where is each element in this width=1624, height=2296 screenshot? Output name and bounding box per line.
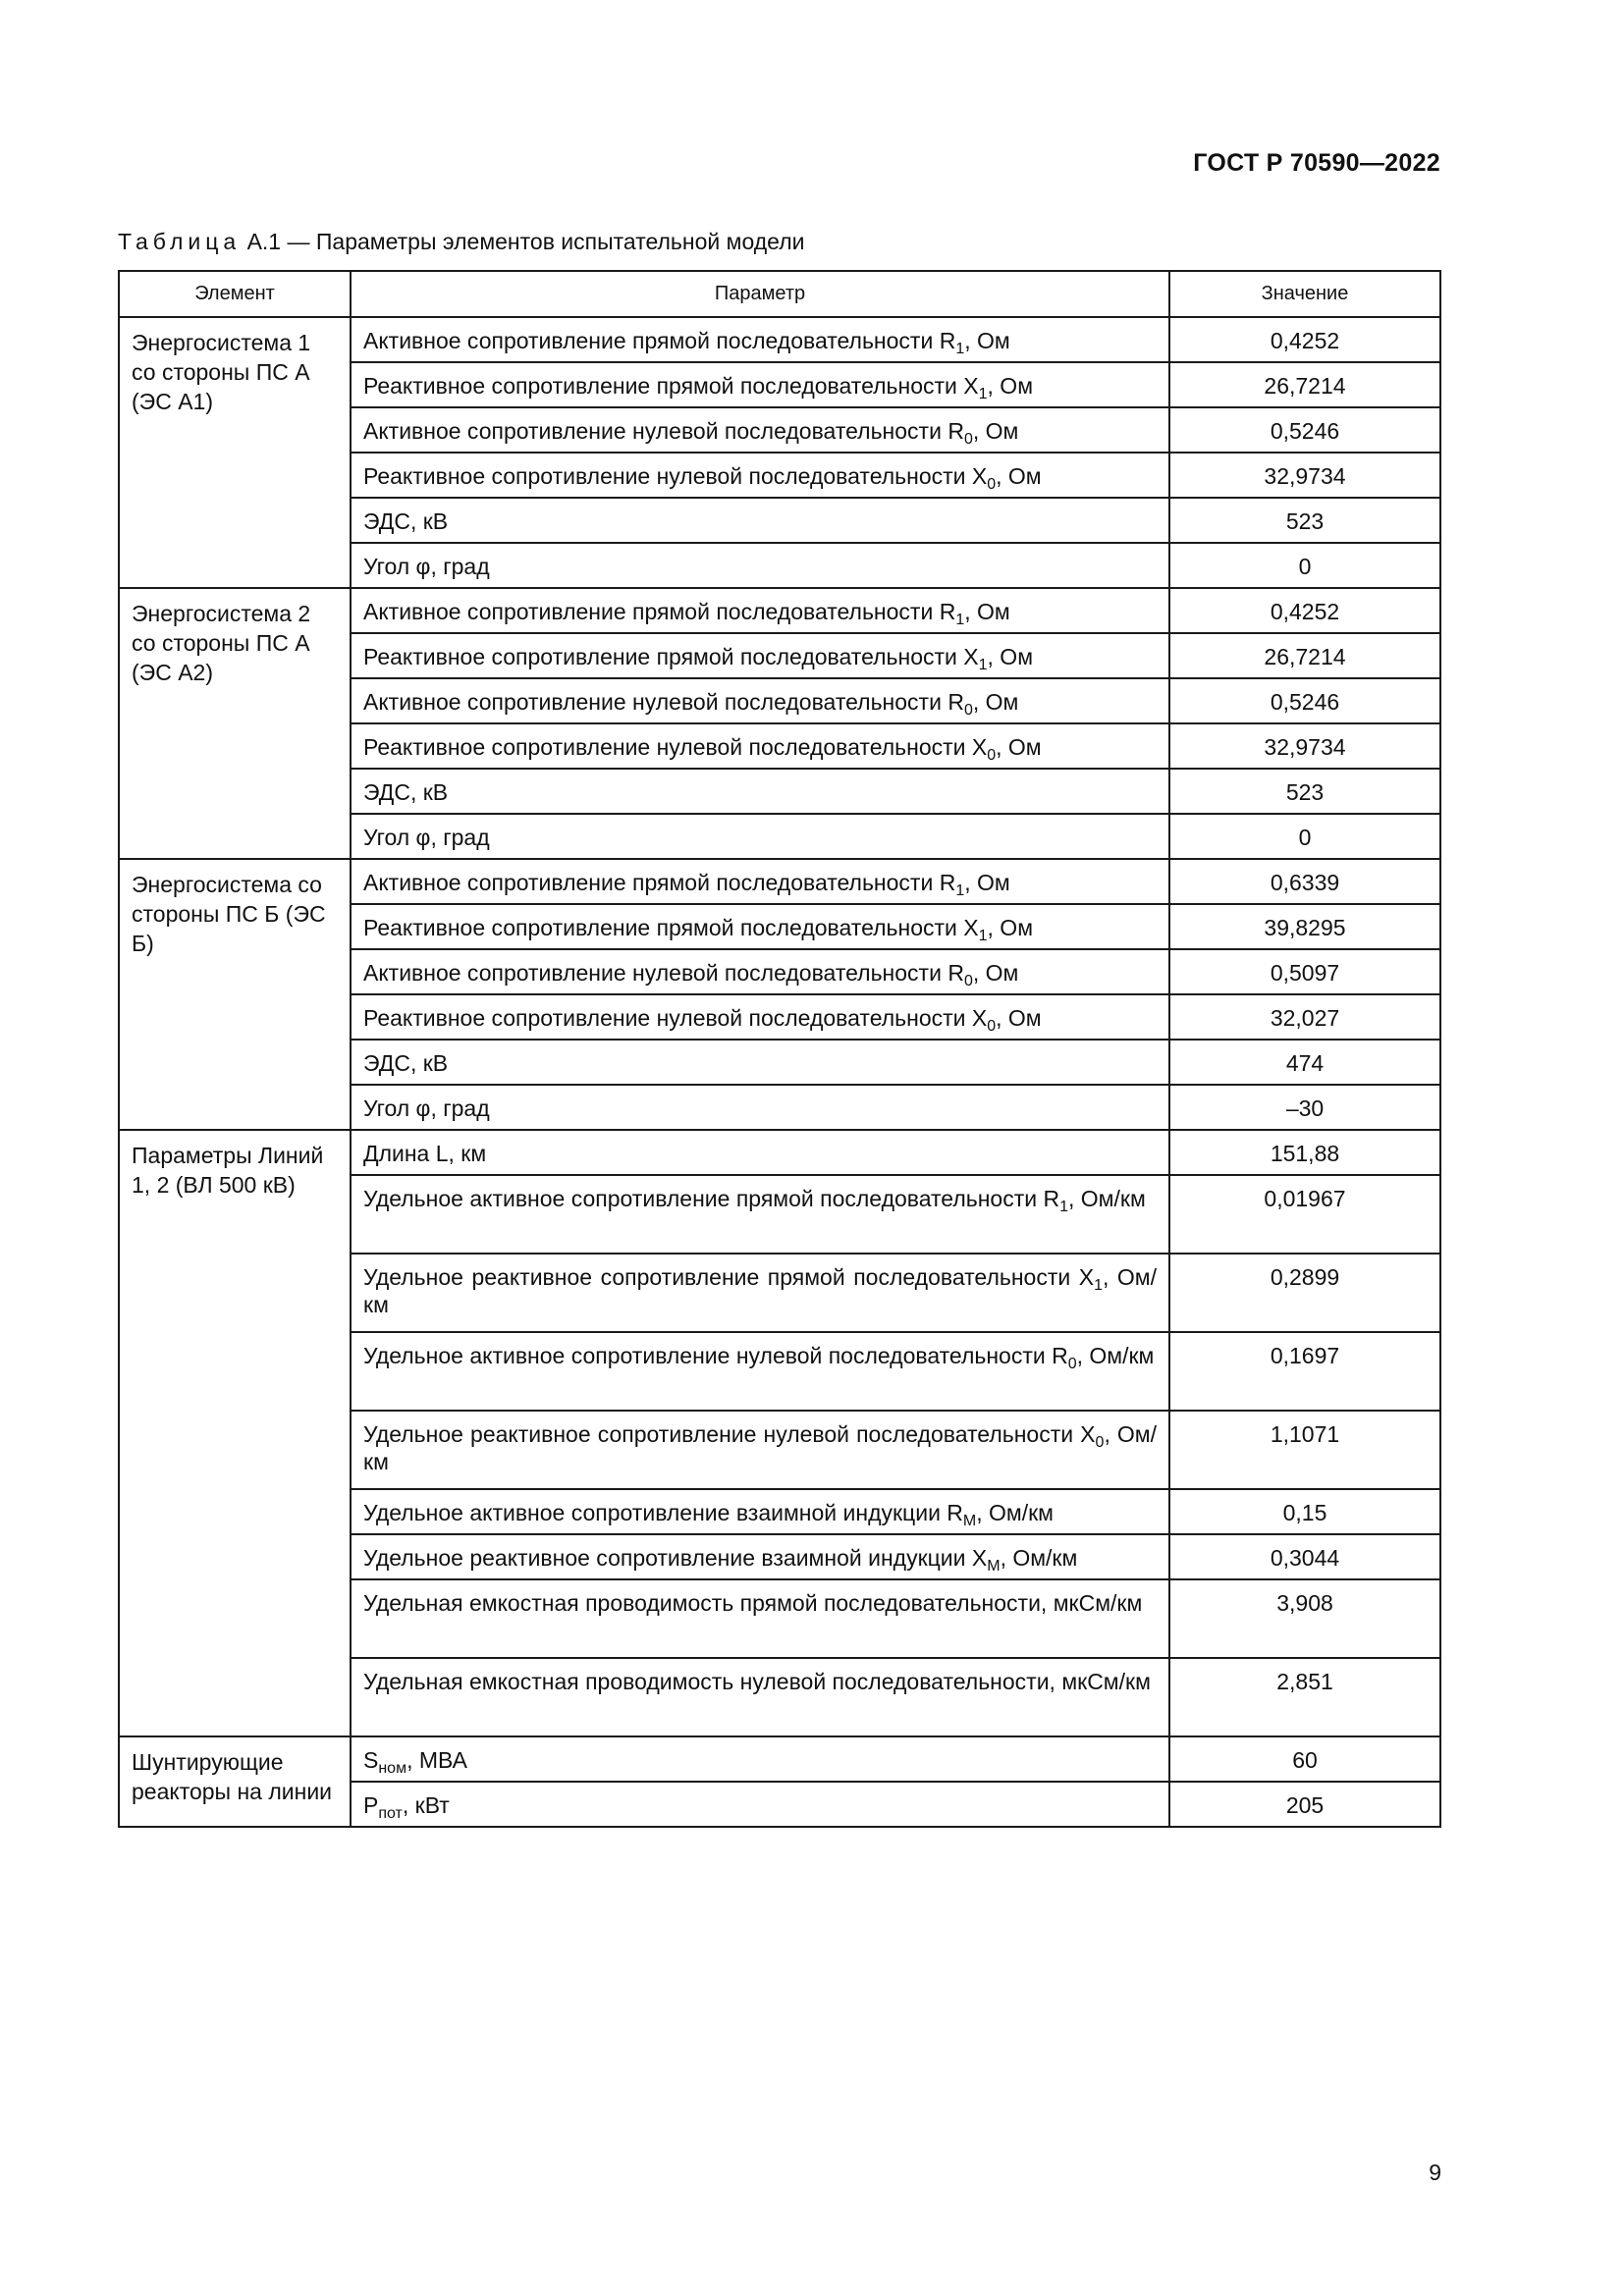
parameter-text: Удельная емкостная проводимость нулевой последовательности, мкСм/км (363, 1669, 1151, 1694)
value-cell: 0,4252 (1169, 317, 1440, 362)
parameter-text: S (363, 1747, 379, 1773)
column-header-value: Значение (1169, 271, 1440, 317)
parameter-text: Реактивное сопротивление нулевой последовательности X (363, 1005, 988, 1031)
element-cell: Энергосистема 1 со стороны ПС А (ЭС А1) (119, 317, 351, 588)
parameter-cell (351, 362, 1169, 407)
parameter-cell (351, 1658, 1169, 1736)
parameter-unit: , Ом/км (1076, 1343, 1155, 1368)
parameter-text: Удельная емкостная проводимость прямой последовательности, мкСм/км (363, 1590, 1143, 1616)
parameter-cell (351, 543, 1169, 588)
value-cell: 60 (1169, 1736, 1440, 1782)
parameter-unit: , Ом (964, 328, 1010, 353)
parameter-subscript: 0 (987, 1018, 997, 1035)
parameter-subscript: 1 (978, 657, 988, 673)
parameter-text: Реактивное сопротивление нулевой последовательности X (363, 734, 988, 760)
parameter-unit: , Ом (996, 1005, 1042, 1031)
parameter-cell (351, 1736, 1169, 1782)
parameter-unit: , Ом (964, 599, 1010, 624)
table-row (119, 859, 1440, 904)
parameter-unit: , МВА (406, 1747, 467, 1773)
parameter-cell (351, 633, 1169, 678)
parameter-text: Реактивное сопротивление нулевой последовательности X (363, 463, 988, 489)
value-cell: 523 (1169, 769, 1440, 814)
parameter-text: Реактивное сопротивление прямой последовательности X (363, 373, 979, 399)
parameter-text: Удельное активное сопротивление нулевой последовательности R (363, 1343, 1068, 1368)
parameter-cell (351, 1130, 1169, 1175)
parameter-unit: , Ом (972, 960, 1019, 986)
parameter-cell (351, 317, 1169, 362)
table-caption (118, 229, 804, 255)
parameter-cell (351, 949, 1169, 994)
value-cell: 0,2899 (1169, 1254, 1440, 1332)
parameter-subscript: 1 (1059, 1199, 1069, 1215)
parameter-text: Реактивное сопротивление прямой последовательности X (363, 915, 979, 940)
parameter-subscript: 0 (963, 973, 973, 989)
value-cell: 0 (1169, 543, 1440, 588)
parameter-cell (351, 1489, 1169, 1534)
parameter-text: Активное сопротивление нулевой последовательности R (363, 689, 964, 715)
parameter-unit: , Ом/км (363, 1421, 1158, 1474)
parameter-cell (351, 1534, 1169, 1579)
parameter-subscript: 1 (955, 612, 965, 628)
value-cell: 474 (1169, 1040, 1440, 1085)
parameter-text: ЭДС, кВ (363, 1050, 449, 1076)
parameter-subscript: 1 (955, 882, 965, 899)
value-cell: 26,7214 (1169, 633, 1440, 678)
value-cell: 0,5246 (1169, 678, 1440, 723)
value-cell: 0,5246 (1169, 407, 1440, 453)
table-body (119, 317, 1440, 1827)
value-cell: –30 (1169, 1085, 1440, 1130)
parameter-unit: , Ом (996, 463, 1042, 489)
parameter-subscript: 0 (987, 747, 997, 764)
parameters-table (118, 270, 1441, 1828)
parameter-text: Удельное активное сопротивление взаимной индукции R (363, 1500, 963, 1525)
parameter-subscript: 0 (987, 476, 997, 493)
parameter-text: Удельное активное сопротивление прямой последовательности R (363, 1186, 1060, 1211)
column-header-parameter: Параметр (351, 271, 1169, 317)
parameter-subscript: 0 (1067, 1356, 1077, 1372)
parameter-text: Длина L, км (363, 1141, 487, 1166)
parameter-cell (351, 498, 1169, 543)
parameter-unit: , Ом/км (363, 1264, 1158, 1317)
parameter-text: Угол φ, град (363, 825, 490, 850)
value-cell: 0 (1169, 814, 1440, 859)
value-cell: 0,3044 (1169, 1534, 1440, 1579)
parameter-cell (351, 1040, 1169, 1085)
document-code: ГОСТ Р 70590—2022 (1193, 149, 1440, 177)
caption-title: — Параметры элементов испытательной модели (287, 229, 805, 254)
value-cell: 32,9734 (1169, 453, 1440, 498)
value-cell: 1,1071 (1169, 1411, 1440, 1489)
parameter-cell (351, 723, 1169, 769)
parameter-unit: , Ом (987, 915, 1034, 940)
parameter-cell (351, 1782, 1169, 1827)
parameter-cell (351, 588, 1169, 633)
parameter-unit: , кВт (402, 1792, 450, 1818)
parameter-cell (351, 1411, 1169, 1489)
value-cell: 32,027 (1169, 994, 1440, 1040)
parameter-text: ЭДС, кВ (363, 779, 449, 805)
parameter-cell (351, 407, 1169, 453)
value-cell: 26,7214 (1169, 362, 1440, 407)
parameter-unit: , Ом (972, 418, 1019, 444)
parameter-cell (351, 453, 1169, 498)
column-header-element: Элемент (119, 271, 351, 317)
value-cell: 151,88 (1169, 1130, 1440, 1175)
caption-label: Таблица (118, 229, 242, 254)
value-cell: 39,8295 (1169, 904, 1440, 949)
parameter-cell (351, 769, 1169, 814)
parameter-subscript: ном (378, 1760, 407, 1777)
parameter-text: Активное сопротивление прямой последовательности R (363, 328, 956, 353)
parameter-cell (351, 1332, 1169, 1411)
parameter-cell (351, 678, 1169, 723)
value-cell: 0,4252 (1169, 588, 1440, 633)
parameter-unit: , Ом/км (1068, 1186, 1146, 1211)
parameter-text: Активное сопротивление нулевой последовательности R (363, 418, 964, 444)
table-header-row (119, 271, 1440, 317)
parameter-cell (351, 859, 1169, 904)
parameter-cell (351, 1175, 1169, 1254)
parameter-text: Активное сопротивление прямой последовательности R (363, 599, 956, 624)
parameter-cell (351, 814, 1169, 859)
page-number: 9 (1429, 2160, 1441, 2185)
value-cell: 2,851 (1169, 1658, 1440, 1736)
parameter-unit: , Ом (996, 734, 1042, 760)
parameter-text: Угол φ, град (363, 1095, 490, 1121)
value-cell: 205 (1169, 1782, 1440, 1827)
parameter-text: Удельное реактивное сопротивление прямой последовательности X (363, 1264, 1095, 1290)
table-row (119, 588, 1440, 633)
caption-number: А.1 (246, 229, 282, 254)
parameter-text: Удельное реактивное сопротивление взаимной индукции X (363, 1545, 988, 1571)
value-cell: 32,9734 (1169, 723, 1440, 769)
parameter-cell (351, 1579, 1169, 1658)
parameter-text: Активное сопротивление прямой последовательности R (363, 870, 956, 895)
parameter-subscript: пот (378, 1805, 403, 1822)
value-cell: 0,6339 (1169, 859, 1440, 904)
parameter-subscript: 1 (978, 386, 988, 402)
value-cell: 3,908 (1169, 1579, 1440, 1658)
parameter-cell (351, 994, 1169, 1040)
value-cell: 0,1697 (1169, 1332, 1440, 1411)
parameter-text: Удельное реактивное сопротивление нулевой последовательности X (363, 1421, 1096, 1447)
parameter-subscript: 1 (1094, 1277, 1103, 1294)
element-cell: Шунтирующие реакторы на линии (119, 1736, 351, 1827)
parameter-unit: , Ом (987, 644, 1034, 669)
parameter-subscript: 0 (963, 702, 973, 719)
element-cell: Энергосистема со стороны ПС Б (ЭС Б) (119, 859, 351, 1130)
element-cell: Энергосистема 2 со стороны ПС А (ЭС А2) (119, 588, 351, 859)
table-row (119, 1736, 1440, 1782)
parameter-subscript: M (962, 1513, 977, 1529)
element-cell: Параметры Линий 1, 2 (ВЛ 500 кВ) (119, 1130, 351, 1736)
parameter-text: ЭДС, кВ (363, 508, 449, 534)
parameter-unit: , Ом (972, 689, 1019, 715)
parameter-unit: , Ом (987, 373, 1034, 399)
parameter-text: Реактивное сопротивление прямой последовательности X (363, 644, 979, 669)
parameter-subscript: 1 (978, 928, 988, 944)
parameter-unit: , Ом/км (976, 1500, 1054, 1525)
parameter-text: P (363, 1792, 379, 1818)
parameter-cell (351, 1254, 1169, 1332)
parameter-text: Угол φ, град (363, 554, 490, 579)
table-row (119, 317, 1440, 362)
parameter-text: Активное сопротивление нулевой последовательности R (363, 960, 964, 986)
table-row (119, 1130, 1440, 1175)
value-cell: 0,15 (1169, 1489, 1440, 1534)
parameter-cell (351, 1085, 1169, 1130)
parameter-unit: , Ом (964, 870, 1010, 895)
parameter-cell (351, 904, 1169, 949)
parameter-unit: , Ом/км (1000, 1545, 1078, 1571)
parameter-subscript: M (987, 1558, 1001, 1575)
parameter-subscript: 1 (955, 341, 965, 357)
value-cell: 0,5097 (1169, 949, 1440, 994)
value-cell: 0,01967 (1169, 1175, 1440, 1254)
parameter-subscript: 0 (963, 431, 973, 448)
parameter-subscript: 0 (1095, 1434, 1105, 1451)
value-cell: 523 (1169, 498, 1440, 543)
